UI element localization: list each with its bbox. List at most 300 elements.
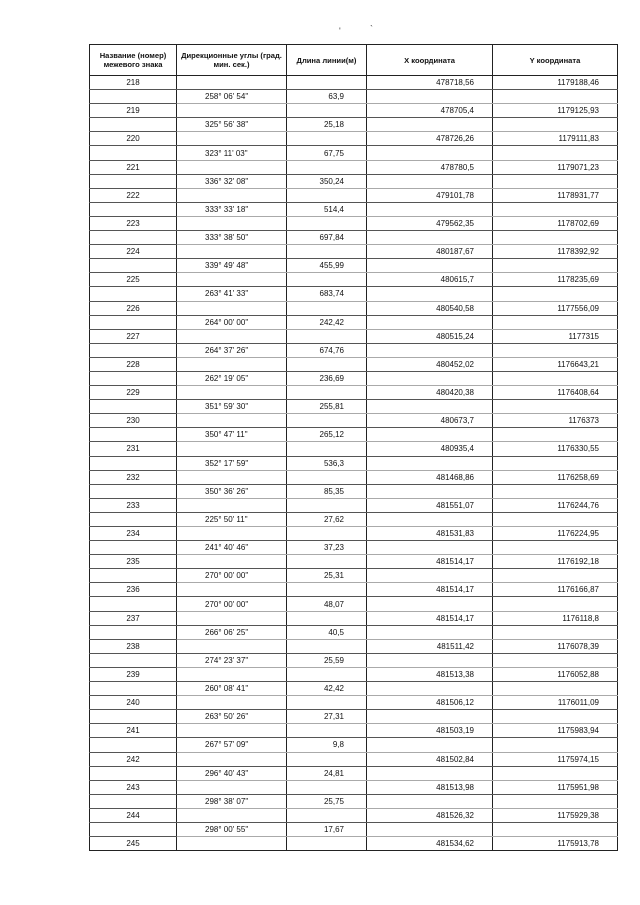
- empty-cell: [90, 456, 177, 470]
- segment-row: [90, 174, 618, 188]
- segment-row: [90, 710, 618, 724]
- table-row: [90, 245, 618, 259]
- y-coordinate: 1175913,78: [493, 837, 618, 851]
- direction-angle: 263° 50' 26": [177, 710, 287, 724]
- segment-row: [90, 287, 618, 301]
- empty-cell: [367, 202, 493, 216]
- empty-cell: [90, 484, 177, 498]
- empty-cell: [287, 808, 367, 822]
- y-coordinate: 1179071,23: [493, 160, 618, 174]
- segment-row: [90, 231, 618, 245]
- x-coordinate: 481514,17: [367, 611, 493, 625]
- empty-cell: [90, 400, 177, 414]
- empty-cell: [287, 188, 367, 202]
- point-number: 223: [90, 216, 177, 230]
- y-coordinate: 1176373: [493, 414, 618, 428]
- y-coordinate: 1176330,55: [493, 442, 618, 456]
- point-number: 241: [90, 724, 177, 738]
- empty-cell: [90, 794, 177, 808]
- x-coordinate: 481526,32: [367, 808, 493, 822]
- empty-cell: [90, 371, 177, 385]
- table-row: [90, 667, 618, 681]
- line-length: 683,74: [287, 287, 367, 301]
- table-row: [90, 160, 618, 174]
- x-coordinate: 480935,4: [367, 442, 493, 456]
- empty-cell: [287, 216, 367, 230]
- y-coordinate: 1179125,93: [493, 104, 618, 118]
- empty-cell: [177, 611, 287, 625]
- empty-cell: [493, 794, 618, 808]
- direction-angle: 298° 38' 07": [177, 794, 287, 808]
- empty-cell: [287, 357, 367, 371]
- line-length: 514,4: [287, 202, 367, 216]
- segment-row: [90, 512, 618, 526]
- empty-cell: [367, 541, 493, 555]
- empty-cell: [287, 329, 367, 343]
- empty-cell: [177, 104, 287, 118]
- y-coordinate: 1176192,18: [493, 555, 618, 569]
- empty-cell: [367, 625, 493, 639]
- y-coordinate: 1178392,92: [493, 245, 618, 259]
- segment-row: [90, 428, 618, 442]
- empty-cell: [287, 527, 367, 541]
- empty-cell: [287, 667, 367, 681]
- direction-angle: 274° 23' 37": [177, 653, 287, 667]
- line-length: 255,81: [287, 400, 367, 414]
- table-row: [90, 639, 618, 653]
- empty-cell: [177, 724, 287, 738]
- x-coordinate: 480420,38: [367, 386, 493, 400]
- empty-cell: [90, 682, 177, 696]
- segment-row: [90, 202, 618, 216]
- segment-row: [90, 569, 618, 583]
- empty-cell: [177, 132, 287, 146]
- y-coordinate: 1176011,09: [493, 696, 618, 710]
- x-coordinate: 480187,67: [367, 245, 493, 259]
- line-length: 265,12: [287, 428, 367, 442]
- empty-cell: [90, 118, 177, 132]
- x-coordinate: 481513,98: [367, 780, 493, 794]
- header-y: Y координата: [493, 45, 618, 76]
- empty-cell: [493, 738, 618, 752]
- empty-cell: [493, 315, 618, 329]
- table-row: [90, 132, 618, 146]
- point-number: 225: [90, 273, 177, 287]
- empty-cell: [287, 724, 367, 738]
- line-length: 25,18: [287, 118, 367, 132]
- empty-cell: [493, 146, 618, 160]
- x-coordinate: 478780,5: [367, 160, 493, 174]
- direction-angle: 352° 17' 59": [177, 456, 287, 470]
- empty-cell: [493, 456, 618, 470]
- table-row: [90, 470, 618, 484]
- empty-cell: [493, 400, 618, 414]
- empty-cell: [367, 710, 493, 724]
- direction-angle: 351° 59' 30": [177, 400, 287, 414]
- line-length: 27,62: [287, 512, 367, 526]
- x-coordinate: 481513,38: [367, 667, 493, 681]
- point-number: 239: [90, 667, 177, 681]
- empty-cell: [493, 174, 618, 188]
- line-length: 42,42: [287, 682, 367, 696]
- empty-cell: [287, 583, 367, 597]
- direction-angle: 263° 41' 33": [177, 287, 287, 301]
- y-coordinate: 1176244,76: [493, 498, 618, 512]
- empty-cell: [367, 766, 493, 780]
- empty-cell: [367, 597, 493, 611]
- line-length: 17,67: [287, 822, 367, 836]
- direction-angle: 266° 06' 25": [177, 625, 287, 639]
- table-row: [90, 583, 618, 597]
- point-number: 238: [90, 639, 177, 653]
- x-coordinate: 481551,07: [367, 498, 493, 512]
- empty-cell: [493, 202, 618, 216]
- point-number: 242: [90, 752, 177, 766]
- empty-cell: [90, 625, 177, 639]
- scan-mark: `: [370, 24, 373, 34]
- y-coordinate: 1179188,46: [493, 76, 618, 90]
- empty-cell: [287, 160, 367, 174]
- empty-cell: [367, 118, 493, 132]
- segment-row: [90, 682, 618, 696]
- line-length: 236,69: [287, 371, 367, 385]
- line-length: 536,3: [287, 456, 367, 470]
- empty-cell: [90, 822, 177, 836]
- empty-cell: [367, 174, 493, 188]
- direction-angle: 270° 00' 00": [177, 597, 287, 611]
- point-number: 221: [90, 160, 177, 174]
- y-coordinate: 1178235,69: [493, 273, 618, 287]
- direction-angle: 296° 40' 43": [177, 766, 287, 780]
- table-row: [90, 188, 618, 202]
- x-coordinate: 481531,83: [367, 527, 493, 541]
- empty-cell: [177, 470, 287, 484]
- empty-cell: [177, 808, 287, 822]
- y-coordinate: 1176052,88: [493, 667, 618, 681]
- empty-cell: [493, 118, 618, 132]
- direction-angle: 264° 00' 00": [177, 315, 287, 329]
- empty-cell: [177, 245, 287, 259]
- x-coordinate: 481503,19: [367, 724, 493, 738]
- table-row: [90, 752, 618, 766]
- direction-angle: 336° 32' 08": [177, 174, 287, 188]
- table-row: [90, 527, 618, 541]
- empty-cell: [287, 752, 367, 766]
- segment-row: [90, 118, 618, 132]
- empty-cell: [90, 231, 177, 245]
- empty-cell: [367, 315, 493, 329]
- x-coordinate: 479562,35: [367, 216, 493, 230]
- table-row: [90, 329, 618, 343]
- y-coordinate: 1178931,77: [493, 188, 618, 202]
- empty-cell: [90, 259, 177, 273]
- y-coordinate: 1175951,98: [493, 780, 618, 794]
- y-coordinate: 1175983,94: [493, 724, 618, 738]
- empty-cell: [367, 682, 493, 696]
- x-coordinate: 478705,4: [367, 104, 493, 118]
- empty-cell: [287, 104, 367, 118]
- x-coordinate: 480452,02: [367, 357, 493, 371]
- line-length: 25,59: [287, 653, 367, 667]
- x-coordinate: 481511,42: [367, 639, 493, 653]
- header-name: Название (номер) межевого знака: [90, 45, 177, 76]
- empty-cell: [287, 414, 367, 428]
- empty-cell: [177, 696, 287, 710]
- y-coordinate: 1176408,64: [493, 386, 618, 400]
- empty-cell: [177, 76, 287, 90]
- empty-cell: [493, 287, 618, 301]
- y-coordinate: 1177556,09: [493, 301, 618, 315]
- empty-cell: [367, 146, 493, 160]
- scan-marks: [0, 24, 640, 40]
- table-row: [90, 386, 618, 400]
- direction-angle: 258° 06' 54": [177, 90, 287, 104]
- empty-cell: [90, 146, 177, 160]
- point-number: 220: [90, 132, 177, 146]
- y-coordinate: 1176166,87: [493, 583, 618, 597]
- empty-cell: [177, 442, 287, 456]
- line-length: 25,31: [287, 569, 367, 583]
- line-length: 48,07: [287, 597, 367, 611]
- direction-angle: 325° 56' 38": [177, 118, 287, 132]
- empty-cell: [493, 90, 618, 104]
- line-length: 67,75: [287, 146, 367, 160]
- table-row: [90, 696, 618, 710]
- segment-row: [90, 597, 618, 611]
- segment-row: [90, 315, 618, 329]
- direction-angle: 333° 33' 18": [177, 202, 287, 216]
- empty-cell: [367, 569, 493, 583]
- y-coordinate: 1177315: [493, 329, 618, 343]
- empty-cell: [367, 822, 493, 836]
- empty-cell: [177, 837, 287, 851]
- direction-angle: 298° 00' 55": [177, 822, 287, 836]
- empty-cell: [493, 625, 618, 639]
- table-row: [90, 442, 618, 456]
- table-row: [90, 808, 618, 822]
- empty-cell: [367, 90, 493, 104]
- point-number: 218: [90, 76, 177, 90]
- empty-cell: [287, 273, 367, 287]
- empty-cell: [367, 231, 493, 245]
- segment-row: [90, 738, 618, 752]
- empty-cell: [367, 371, 493, 385]
- empty-cell: [493, 484, 618, 498]
- empty-cell: [90, 202, 177, 216]
- point-number: 224: [90, 245, 177, 259]
- point-number: 236: [90, 583, 177, 597]
- line-length: 40,5: [287, 625, 367, 639]
- empty-cell: [177, 188, 287, 202]
- segment-row: [90, 653, 618, 667]
- boundary-table: [89, 44, 618, 851]
- empty-cell: [287, 780, 367, 794]
- empty-cell: [90, 597, 177, 611]
- empty-cell: [90, 428, 177, 442]
- empty-cell: [493, 822, 618, 836]
- point-number: 244: [90, 808, 177, 822]
- table-row: [90, 216, 618, 230]
- y-coordinate: 1179111,83: [493, 132, 618, 146]
- empty-cell: [177, 555, 287, 569]
- table-row: [90, 414, 618, 428]
- empty-cell: [367, 484, 493, 498]
- segment-row: [90, 400, 618, 414]
- empty-cell: [287, 245, 367, 259]
- empty-cell: [367, 428, 493, 442]
- empty-cell: [367, 456, 493, 470]
- x-coordinate: 481514,17: [367, 555, 493, 569]
- y-coordinate: 1176118,8: [493, 611, 618, 625]
- empty-cell: [287, 386, 367, 400]
- x-coordinate: 481468,86: [367, 470, 493, 484]
- empty-cell: [367, 259, 493, 273]
- empty-cell: [287, 696, 367, 710]
- x-coordinate: 480515,24: [367, 329, 493, 343]
- y-coordinate: 1176224,95: [493, 527, 618, 541]
- x-coordinate: 481502,84: [367, 752, 493, 766]
- x-coordinate: 480615,7: [367, 273, 493, 287]
- segment-row: [90, 822, 618, 836]
- empty-cell: [90, 710, 177, 724]
- empty-cell: [177, 414, 287, 428]
- x-coordinate: 480673,7: [367, 414, 493, 428]
- table-body: [90, 76, 618, 851]
- x-coordinate: 478718,56: [367, 76, 493, 90]
- empty-cell: [177, 301, 287, 315]
- empty-cell: [493, 512, 618, 526]
- scan-mark: ': [339, 26, 341, 36]
- empty-cell: [177, 329, 287, 343]
- direction-angle: 267° 57' 09": [177, 738, 287, 752]
- table-row: [90, 76, 618, 90]
- empty-cell: [493, 371, 618, 385]
- y-coordinate: 1175929,38: [493, 808, 618, 822]
- segment-row: [90, 259, 618, 273]
- empty-cell: [177, 752, 287, 766]
- empty-cell: [287, 76, 367, 90]
- direction-angle: 262° 19' 05": [177, 371, 287, 385]
- direction-angle: 270° 00' 00": [177, 569, 287, 583]
- empty-cell: [367, 794, 493, 808]
- x-coordinate: 479101,78: [367, 188, 493, 202]
- segment-row: [90, 90, 618, 104]
- point-number: 245: [90, 837, 177, 851]
- segment-row: [90, 625, 618, 639]
- direction-angle: 350° 36' 26": [177, 484, 287, 498]
- table-row: [90, 301, 618, 315]
- segment-row: [90, 146, 618, 160]
- empty-cell: [90, 343, 177, 357]
- empty-cell: [177, 216, 287, 230]
- empty-cell: [177, 780, 287, 794]
- empty-cell: [367, 653, 493, 667]
- line-length: 25,75: [287, 794, 367, 808]
- empty-cell: [177, 357, 287, 371]
- point-number: 228: [90, 357, 177, 371]
- line-length: 24,81: [287, 766, 367, 780]
- direction-angle: 333° 38' 50": [177, 231, 287, 245]
- point-number: 226: [90, 301, 177, 315]
- table-row: [90, 498, 618, 512]
- direction-angle: 339° 49' 48": [177, 259, 287, 273]
- empty-cell: [493, 343, 618, 357]
- line-length: 27,31: [287, 710, 367, 724]
- table-row: [90, 104, 618, 118]
- point-number: 227: [90, 329, 177, 343]
- empty-cell: [90, 738, 177, 752]
- empty-cell: [493, 597, 618, 611]
- direction-angle: 241° 40' 46": [177, 541, 287, 555]
- x-coordinate: 481514,17: [367, 583, 493, 597]
- empty-cell: [90, 569, 177, 583]
- table-row: [90, 357, 618, 371]
- empty-cell: [287, 837, 367, 851]
- x-coordinate: 481506,12: [367, 696, 493, 710]
- segment-row: [90, 456, 618, 470]
- empty-cell: [493, 682, 618, 696]
- header-x: X координата: [367, 45, 493, 76]
- empty-cell: [90, 541, 177, 555]
- direction-angle: 323° 11' 03": [177, 146, 287, 160]
- empty-cell: [367, 287, 493, 301]
- empty-cell: [367, 512, 493, 526]
- empty-cell: [287, 555, 367, 569]
- empty-cell: [367, 738, 493, 752]
- empty-cell: [177, 583, 287, 597]
- empty-cell: [177, 527, 287, 541]
- point-number: 222: [90, 188, 177, 202]
- table-row: [90, 555, 618, 569]
- empty-cell: [493, 259, 618, 273]
- empty-cell: [493, 710, 618, 724]
- empty-cell: [177, 160, 287, 174]
- table-row: [90, 273, 618, 287]
- header-length: Длина линии(м): [287, 45, 367, 76]
- table-header-row: [90, 45, 618, 76]
- point-number: 235: [90, 555, 177, 569]
- empty-cell: [493, 231, 618, 245]
- y-coordinate: 1176643,21: [493, 357, 618, 371]
- point-number: 219: [90, 104, 177, 118]
- empty-cell: [177, 273, 287, 287]
- line-length: 63,9: [287, 90, 367, 104]
- empty-cell: [177, 498, 287, 512]
- table-row: [90, 837, 618, 851]
- header-angles: Дирекционные углы (град. мин. сек.): [177, 45, 287, 76]
- point-number: 243: [90, 780, 177, 794]
- empty-cell: [90, 315, 177, 329]
- line-length: 455,99: [287, 259, 367, 273]
- empty-cell: [367, 400, 493, 414]
- empty-cell: [177, 667, 287, 681]
- y-coordinate: 1178702,69: [493, 216, 618, 230]
- point-number: 232: [90, 470, 177, 484]
- table-row: [90, 780, 618, 794]
- empty-cell: [493, 541, 618, 555]
- line-length: 697,84: [287, 231, 367, 245]
- empty-cell: [177, 386, 287, 400]
- empty-cell: [287, 470, 367, 484]
- point-number: 237: [90, 611, 177, 625]
- empty-cell: [177, 639, 287, 653]
- direction-angle: 264° 37' 26": [177, 343, 287, 357]
- empty-cell: [90, 287, 177, 301]
- empty-cell: [90, 174, 177, 188]
- empty-cell: [287, 611, 367, 625]
- line-length: 242,42: [287, 315, 367, 329]
- empty-cell: [90, 653, 177, 667]
